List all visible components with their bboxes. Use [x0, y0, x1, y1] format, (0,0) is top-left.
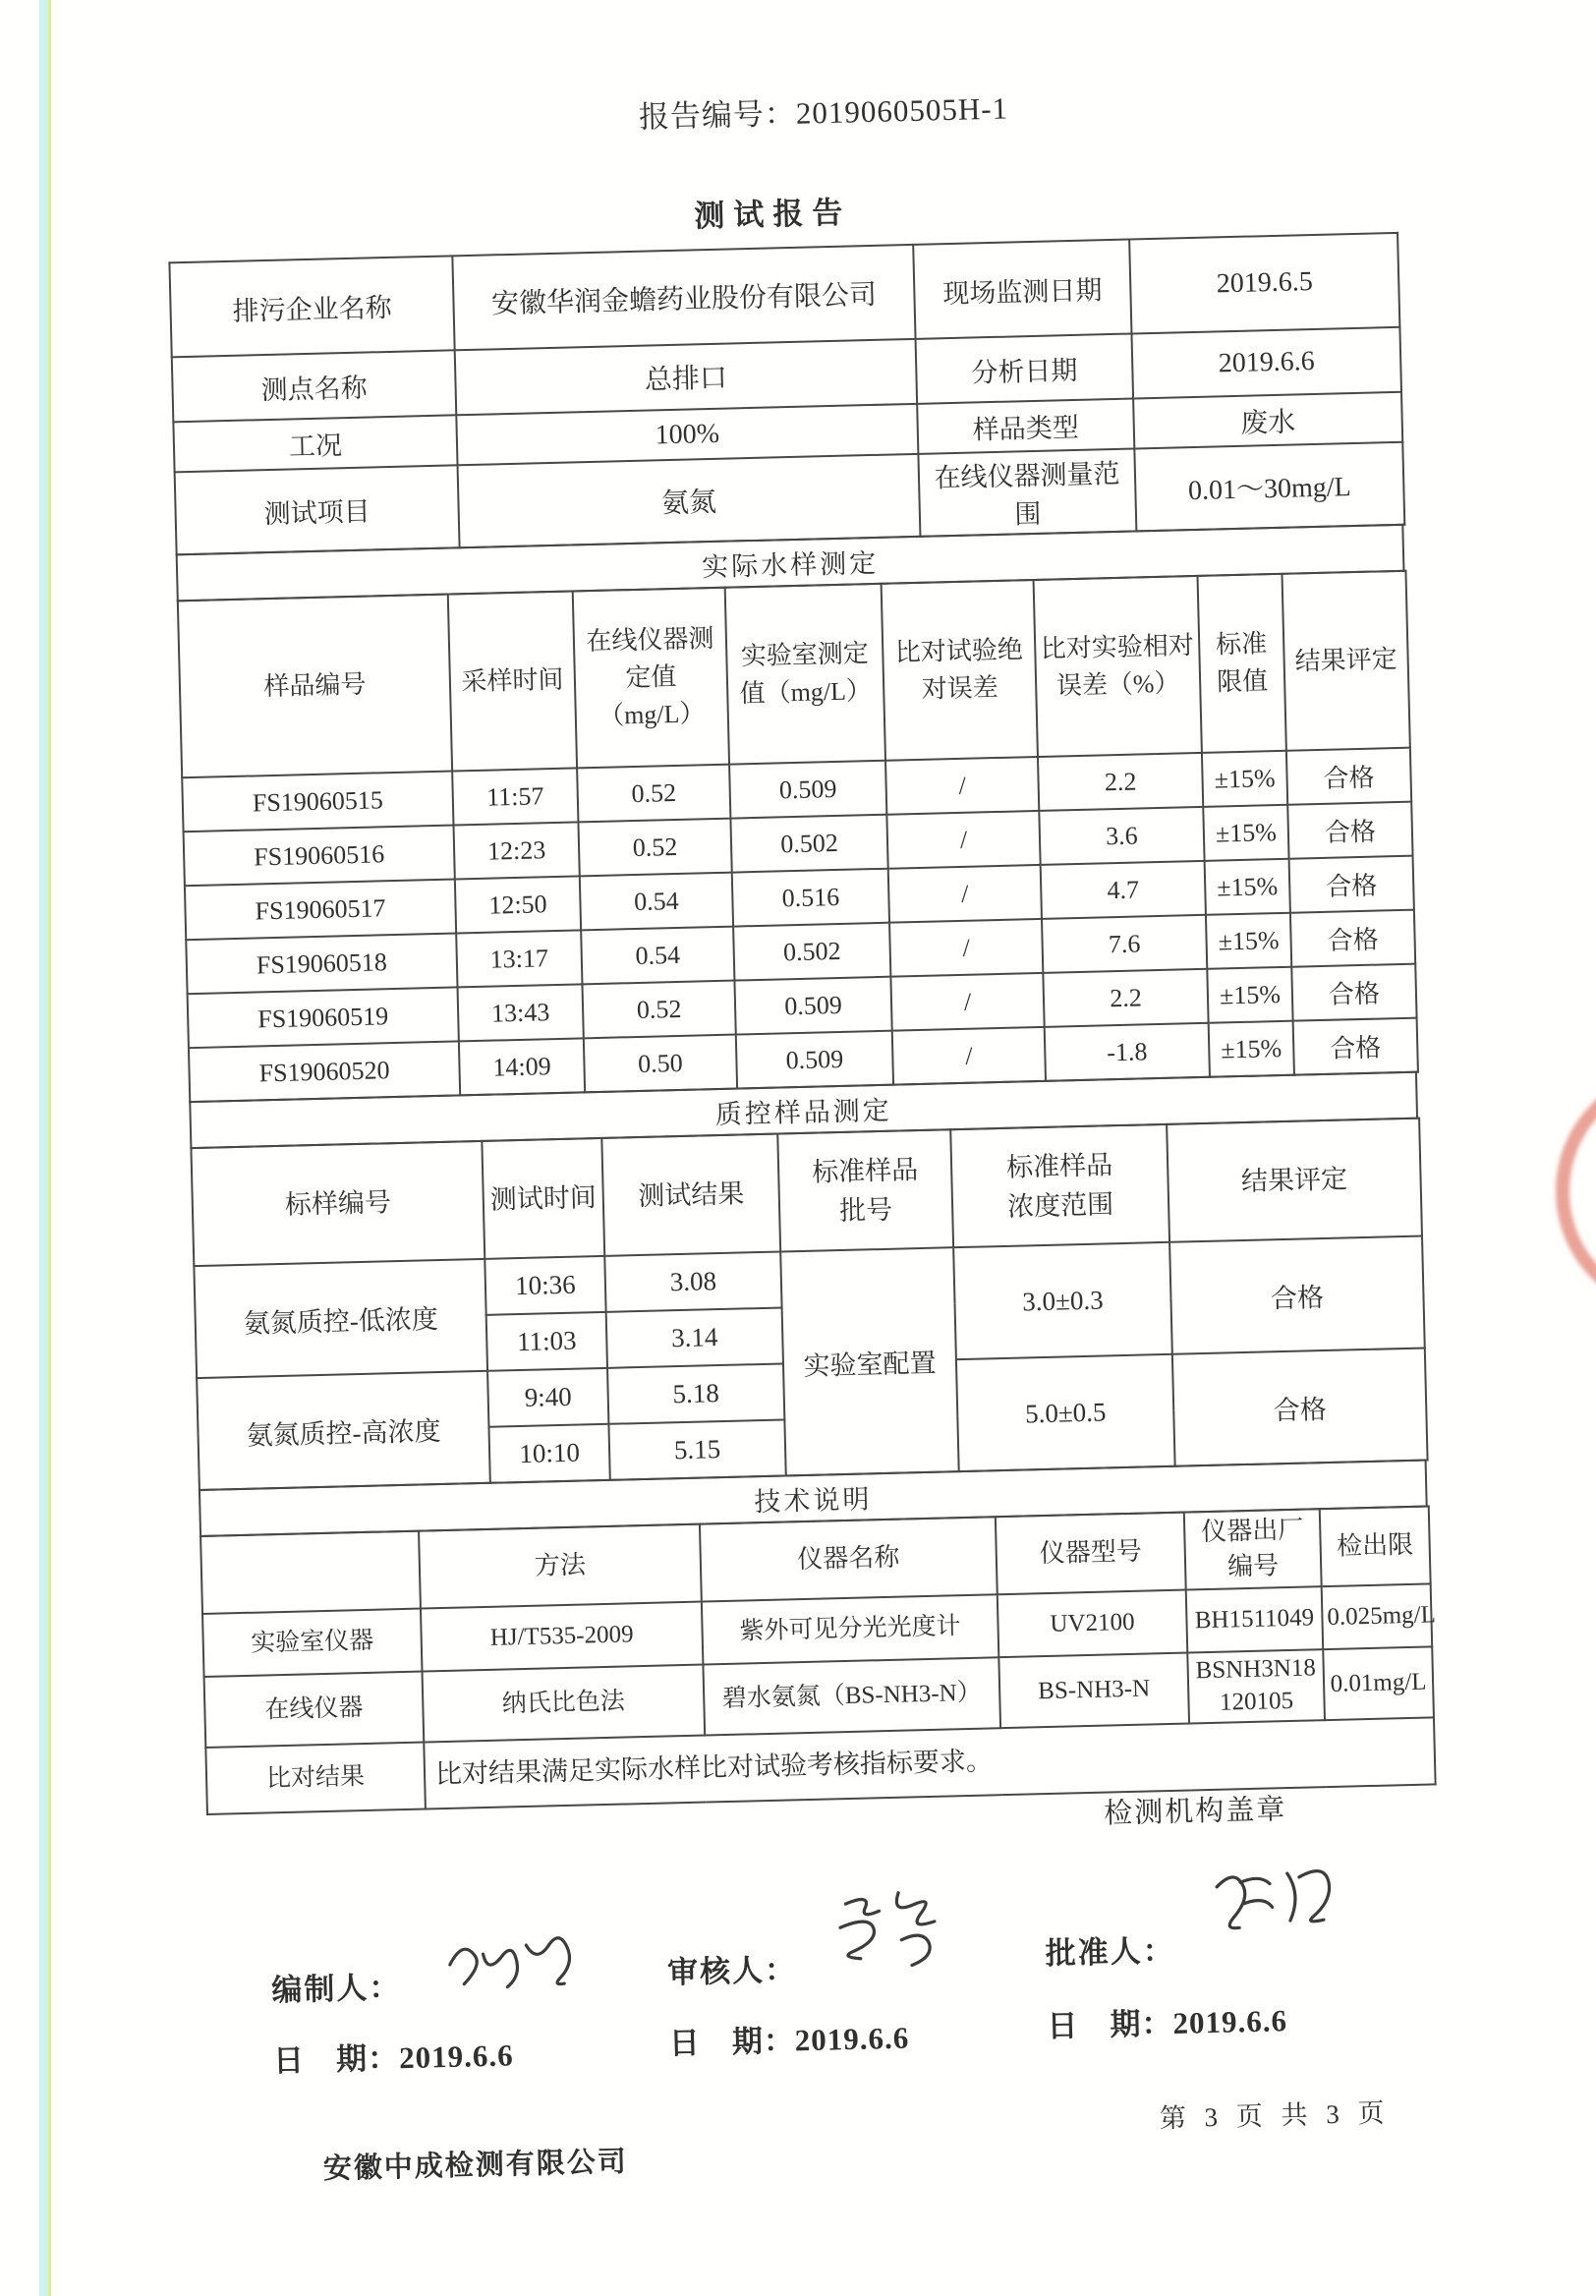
section-title: 实际水样测定 [177, 525, 1404, 601]
cell-rel-error: 4.7 [1041, 861, 1206, 919]
column-header: 方法 [419, 1524, 702, 1609]
cell-abs-error: / [892, 1027, 1046, 1085]
cell-limit: 0.025mg/L [1322, 1583, 1433, 1649]
column-header: 样品编号 [178, 595, 452, 778]
column-header-blank [200, 1531, 421, 1614]
cell-serial: BSNH3N18120105 [1187, 1649, 1325, 1723]
cell-rel-error: 2.2 [1043, 969, 1208, 1027]
cell-limit: ±15% [1205, 859, 1290, 915]
table-header-row [178, 571, 1410, 777]
cell-qc-name: 氨氮质控-高浓度 [197, 1371, 490, 1490]
signature-scribble-preparer [435, 1914, 604, 1996]
cell-online-value: 0.52 [578, 819, 731, 877]
cell-limit: ±15% [1203, 805, 1288, 861]
cell-result: 合格 [1286, 748, 1411, 805]
signer-date-preparer: 日 期：2019.6.6 [272, 2038, 515, 2079]
column-header-text: 标准样品批号 [811, 1154, 919, 1227]
tech-table [200, 1505, 1437, 1814]
cell-sample-id: FS19060520 [189, 1041, 460, 1102]
column-header-text: 标准样品浓度范围 [1005, 1149, 1114, 1222]
info-value: 总排口 [455, 339, 917, 415]
cell-batch: 实验室配置 [780, 1247, 959, 1475]
column-header: 比对试验绝对误差 [882, 580, 1038, 761]
signer-date-approver: 日 期：2019.6.6 [1047, 2003, 1288, 2044]
cell-limit: ±15% [1209, 1021, 1294, 1077]
cell-abs-error: / [888, 865, 1042, 923]
column-header: 结果评定 [1167, 1119, 1422, 1242]
cell-online-value: 0.50 [584, 1035, 737, 1093]
cell-model: BS-NH3-N [998, 1652, 1189, 1728]
cell-lab-value: 0.509 [734, 977, 891, 1035]
cell-time: 13:43 [458, 984, 584, 1041]
cell-lab-value: 0.516 [732, 869, 889, 927]
cell-lab-value: 0.509 [736, 1031, 893, 1089]
cell-instrument: 碧水氨氮（BS-NH3-N） [703, 1657, 1000, 1735]
seal-label: 检测机构盖章 [1103, 1794, 1287, 1830]
cell-sample-id: FS19060519 [188, 987, 459, 1048]
info-label: 测点名称 [172, 350, 457, 422]
cell-limit: ±15% [1207, 967, 1292, 1023]
cell-value: 3.08 [604, 1252, 781, 1312]
info-value: 2019.6.5 [1129, 233, 1399, 334]
info-label: 工况 [173, 415, 457, 472]
cell-time: 10:36 [484, 1256, 605, 1315]
cell-method: HJ/T535-2009 [421, 1601, 703, 1671]
cell-sample-id: FS19060517 [185, 879, 456, 940]
cell-sample-id: FS19060516 [184, 826, 455, 887]
info-label: 样品类型 [917, 398, 1134, 453]
cell-model: UV2100 [998, 1589, 1188, 1657]
cell-abs-error: / [889, 919, 1043, 977]
testing-company-name: 安徽中成检测有限公司 [322, 2146, 629, 2186]
page-number: 第 3 页 共 3 页 [1159, 2097, 1391, 2134]
section-title: 技术说明 [200, 1461, 1427, 1536]
signature-scribble-approver [1196, 1855, 1345, 1953]
cell-rel-error: 2.2 [1038, 753, 1203, 811]
cell-time: 9:40 [487, 1368, 608, 1427]
cell-result: 合格 [1289, 856, 1414, 913]
signer-role-approver: 批准人： [1045, 1932, 1176, 1972]
cell-online-value: 0.54 [580, 873, 733, 931]
cell-abs-error: / [886, 811, 1040, 869]
cell-compare-result: 比对结果满足实际水样比对试验考核指标要求。 [424, 1717, 1435, 1808]
cell-online-value: 0.52 [582, 981, 735, 1039]
cell-limit: 0.01mg/L [1323, 1646, 1434, 1720]
cell-value: 5.15 [608, 1419, 785, 1479]
info-label: 在线仪器测量范围 [918, 448, 1136, 536]
cell-lab-value: 0.502 [730, 815, 887, 873]
signer-date-reviewer: 日 期：2019.6.6 [668, 2020, 910, 2061]
cell-value: 3.14 [606, 1307, 783, 1367]
cell-time: 11:03 [486, 1312, 607, 1371]
info-table [168, 232, 1405, 555]
info-label: 测试项目 [175, 465, 460, 554]
column-header: 测试时间 [482, 1138, 604, 1259]
info-value: 废水 [1133, 392, 1402, 449]
cell-serial: BH1511049 [1186, 1586, 1324, 1652]
cell-limit: ±15% [1202, 751, 1287, 807]
info-label: 现场监测日期 [913, 240, 1131, 339]
info-value: 安徽华润金蟾药业股份有限公司 [452, 245, 915, 350]
cell-row-label: 实验室仪器 [202, 1608, 422, 1676]
info-value: 0.01～30mg/L [1134, 442, 1404, 532]
column-header: 标样编号 [191, 1141, 484, 1266]
cell-abs-error: / [890, 973, 1044, 1031]
info-value: 2019.6.6 [1131, 327, 1401, 399]
cell-instrument: 紫外可见分光光度计 [702, 1594, 998, 1664]
column-header: 仪器名称 [700, 1517, 998, 1601]
signature-scribble-reviewer [816, 1881, 955, 1979]
cell-time: 12:23 [453, 822, 579, 879]
qc-table [190, 1118, 1428, 1491]
cell-online-value: 0.52 [577, 765, 730, 823]
column-header: 采样时间 [448, 591, 577, 771]
cell-lab-value: 0.502 [733, 923, 890, 981]
column-header: 结果评定 [1282, 571, 1409, 751]
column-header: 在线仪器测定值（mg/L） [573, 588, 729, 769]
cell-rel-error: 3.6 [1039, 807, 1204, 865]
cell-range: 3.0±0.3 [953, 1242, 1172, 1359]
column-header: 仪器型号 [996, 1513, 1186, 1594]
column-header: 仪器出厂编号 [1184, 1509, 1322, 1589]
cell-time: 11:57 [452, 768, 578, 825]
report-tables [168, 234, 1437, 1815]
cell-method: 纳氏比色法 [423, 1664, 706, 1742]
column-header: 测试结果 [601, 1134, 780, 1256]
column-header: 检出限 [1320, 1506, 1431, 1585]
cell-value: 5.18 [607, 1363, 784, 1423]
cell-range: 5.0±0.5 [956, 1354, 1175, 1471]
cell-time: 10:10 [488, 1424, 609, 1483]
cell-rel-error: -1.8 [1045, 1023, 1210, 1081]
cell-online-value: 0.54 [581, 927, 734, 985]
info-value: 氨氮 [458, 454, 921, 547]
column-header: 实验室测定值（mg/L） [725, 584, 885, 765]
cell-sample-id: FS19060518 [186, 933, 457, 994]
cell-lab-value: 0.509 [729, 761, 886, 819]
info-value: 100% [456, 404, 918, 465]
section-title: 质控样品测定 [190, 1072, 1417, 1148]
column-header: 标准限值 [1198, 574, 1286, 753]
cell-result: 合格 [1287, 802, 1412, 859]
cell-result: 合格 [1291, 964, 1416, 1021]
cell-row-label: 比对结果 [205, 1742, 426, 1813]
cell-limit: ±15% [1206, 913, 1291, 969]
cell-qc-name: 氨氮质控-低浓度 [194, 1259, 487, 1378]
column-header [950, 1124, 1169, 1247]
info-label: 排污企业名称 [169, 256, 454, 357]
column-header: 比对实验相对误差（%） [1034, 576, 1202, 757]
cell-result: 合格 [1172, 1349, 1428, 1466]
report-number: 报告编号：2019060505H-1 [638, 90, 1009, 135]
cell-result: 合格 [1293, 1018, 1418, 1075]
water-sample-table [177, 570, 1419, 1103]
cell-sample-id: FS19060515 [182, 772, 453, 832]
cell-result: 合格 [1169, 1236, 1425, 1354]
cell-time: 14:09 [459, 1038, 585, 1095]
cell-time: 12:50 [455, 876, 581, 933]
cell-row-label: 在线仪器 [204, 1671, 425, 1747]
page-title: 测试报告 [693, 195, 852, 234]
cell-rel-error: 7.6 [1042, 915, 1207, 973]
signer-role-reviewer: 审核人： [666, 1952, 798, 1990]
cell-abs-error: / [885, 757, 1039, 815]
column-header [777, 1129, 953, 1251]
info-label: 分析日期 [916, 334, 1134, 404]
signer-role-preparer: 编制人： [270, 1970, 402, 2008]
cell-time: 13:17 [456, 930, 582, 987]
cell-result: 合格 [1290, 910, 1415, 967]
